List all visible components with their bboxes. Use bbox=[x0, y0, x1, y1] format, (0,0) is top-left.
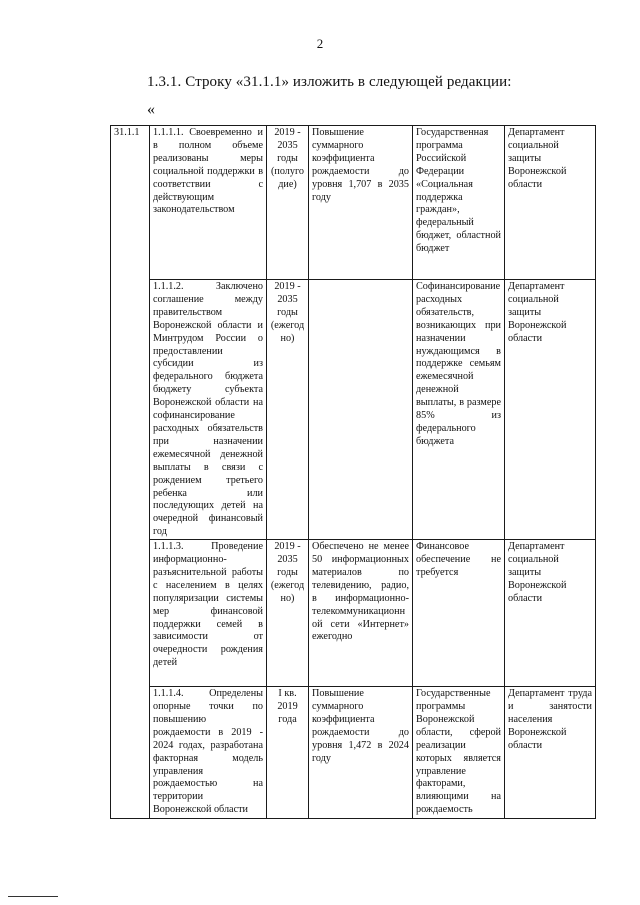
period-cell: 2019 - 2035 годы (ежегодно) bbox=[267, 540, 309, 687]
measure-cell: 1.1.1.3. Проведение информационно-разъяснительной работы с населением в целях популяризации системы мер финансовой поддержки семей в зависимости от очередности рождения детей bbox=[150, 540, 267, 687]
measures-table bbox=[110, 125, 596, 819]
result-cell bbox=[309, 280, 413, 540]
source-cell: Финансовое обеспечение не требуется bbox=[413, 540, 505, 687]
table-row bbox=[111, 126, 596, 280]
measure-cell: 1.1.1.2. Заключено соглашение между правительством Воронежской области и Минтрудом России о предоставлении субсидии из федерального бюджета бюджету субъекта Воронежской области на софинансирование расходных обязательств при назначении ежемесячной денежной выплаты в связи с рождением третьего ребенка или последующих детей на очередной финансовый год bbox=[150, 280, 267, 540]
source-cell: Государственные программы Воронежской области, сферой реализации которых является управление факторами, влияющими на рождаемость bbox=[413, 687, 505, 819]
table-row bbox=[111, 687, 596, 819]
result-cell: Обеспечено не менее 50 информационных материалов по телевидению, радио, в информационно-телекоммуникационной сети «Интернет» ежегодно bbox=[309, 540, 413, 687]
result-cell: Повышение суммарного коэффициента рождаемости до уровня 1,707 в 2035 году bbox=[309, 126, 413, 280]
executor-cell: Департамент труда и занятости населения Воронежской области bbox=[505, 687, 596, 819]
executor-cell: Департамент социальной защиты Воронежской области bbox=[505, 540, 596, 687]
measure-cell: 1.1.1.1. Своевременно и в полном объеме реализованы меры социальной поддержки в соответствии с действующим законодательством bbox=[150, 126, 267, 280]
row-code-cell: 31.1.1 bbox=[111, 126, 150, 819]
source-cell: Государственная программа Российской Федерации «Социальная поддержка граждан», федеральный бюджет, областной бюджет bbox=[413, 126, 505, 280]
footnote-separator bbox=[8, 896, 58, 897]
table-row bbox=[111, 540, 596, 687]
result-cell: Повышение суммарного коэффициента рождаемости до уровня 1,472 в 2024 году bbox=[309, 687, 413, 819]
period-cell: 2019 - 2035 годы (ежегодно) bbox=[267, 280, 309, 540]
opening-quote: « bbox=[147, 101, 155, 118]
source-cell: Софинансирование расходных обязательств, возникающих при назначении нуждающимся в поддержке семьям ежемесячной денежной выплаты, в размере 85% из федерального бюджета bbox=[413, 280, 505, 540]
page-number: 2 bbox=[316, 36, 324, 51]
executor-cell: Департамент социальной защиты Воронежской области bbox=[505, 126, 596, 280]
period-cell: 2019 - 2035 годы (полугодие) bbox=[267, 126, 309, 280]
measure-cell: 1.1.1.4. Определены опорные точки по повышению рождаемости в 2019 - 2024 годах, разработана факторная модель управления рождаемостью на территории Воронежской области bbox=[150, 687, 267, 819]
period-cell: I кв. 2019 года bbox=[267, 687, 309, 819]
executor-cell: Департамент социальной защиты Воронежской области bbox=[505, 280, 596, 540]
section-heading: 1.3.1. Строку «31.1.1» изложить в следующей редакции: bbox=[147, 74, 512, 90]
table-row bbox=[111, 280, 596, 540]
